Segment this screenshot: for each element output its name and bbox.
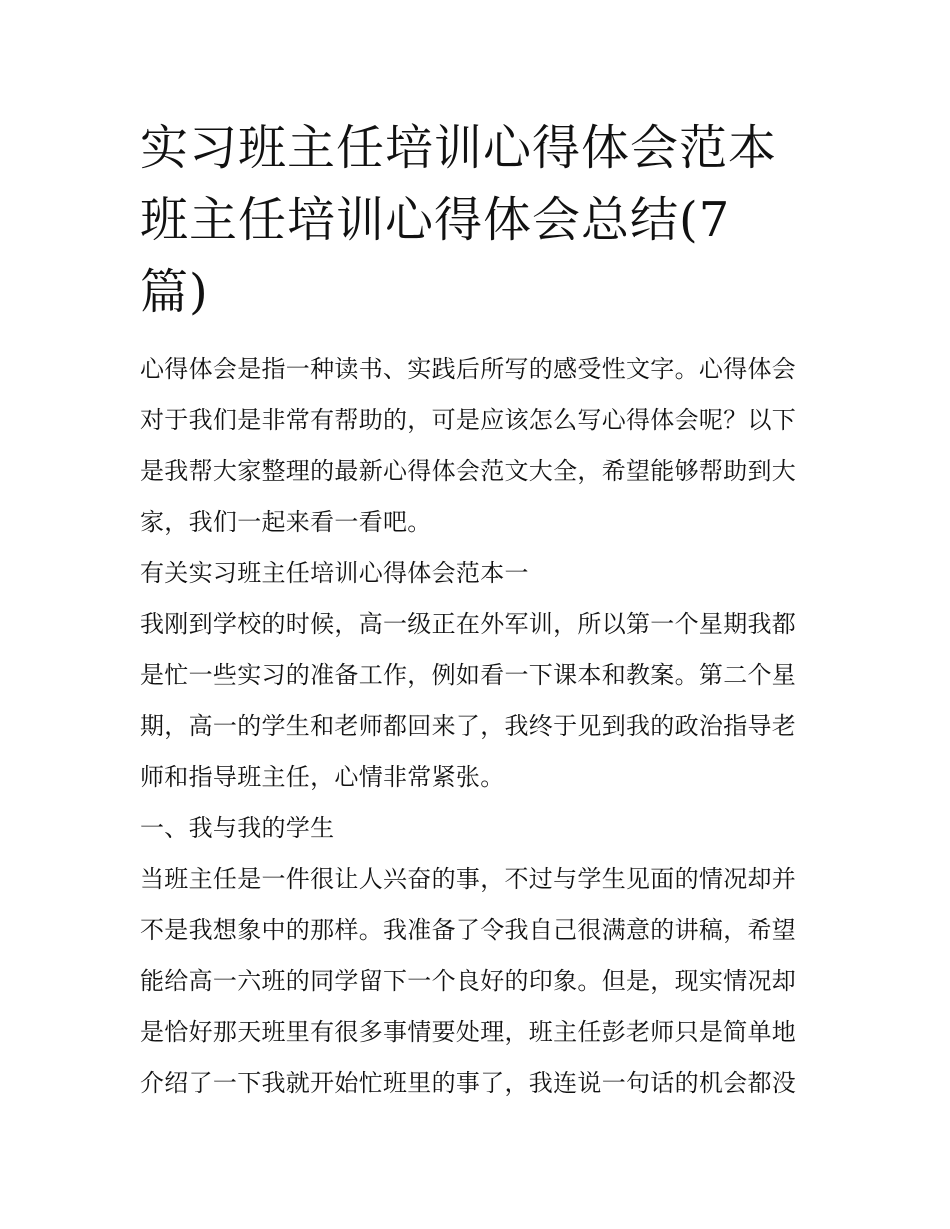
title-line: 篇) [140, 264, 209, 320]
title-line: 班主任培训心得体会总结(7 [140, 192, 731, 248]
text-line: 对于我们是非常有帮助的，可是应该怎么写心得体会呢？以下 [140, 406, 797, 434]
text-line: 是忙一些实习的准备工作，例如看一下课本和教案。第二个星 [140, 661, 797, 689]
intro-paragraph [140, 344, 812, 548]
text-line: 一、我与我的学生 [140, 814, 335, 842]
body-paragraph [140, 599, 812, 803]
text-line: 我刚到学校的时候，高一级正在外军训，所以第一个星期我都 [140, 610, 797, 638]
text-line: 师和指导班主任，心情非常紧张。 [140, 763, 505, 791]
text-line: 有关实习班主任培训心得体会范本一 [140, 559, 529, 587]
text-line: 当班主任是一件很让人兴奋的事，不过与学生见面的情况却并 [140, 865, 797, 893]
text-line: 期，高一的学生和老师都回来了，我终于见到我的政治指导老 [140, 712, 797, 740]
document-page [140, 112, 812, 1109]
text-line: 是恰好那天班里有很多事情要处理，班主任彭老师只是简单地 [140, 1018, 797, 1046]
text-line: 心得体会是指一种读书、实践后所写的感受性文字。心得体会 [140, 355, 797, 383]
title-line: 实习班主任培训心得体会范本 [140, 120, 778, 176]
document-title [140, 112, 812, 328]
text-line: 是我帮大家整理的最新心得体会范文大全，希望能够帮助到大 [140, 457, 797, 485]
text-line: 不是我想象中的那样。我准备了令我自己很满意的讲稿，希望 [140, 916, 797, 944]
section-heading [140, 548, 812, 599]
body-paragraph [140, 854, 812, 1109]
text-line: 介绍了一下我就开始忙班里的事了，我连说一句话的机会都没 [140, 1069, 797, 1097]
text-line: 能给高一六班的同学留下一个良好的印象。但是，现实情况却 [140, 967, 797, 995]
text-line: 家，我们一起来看一看吧。 [140, 508, 432, 536]
subsection-heading [140, 803, 812, 854]
